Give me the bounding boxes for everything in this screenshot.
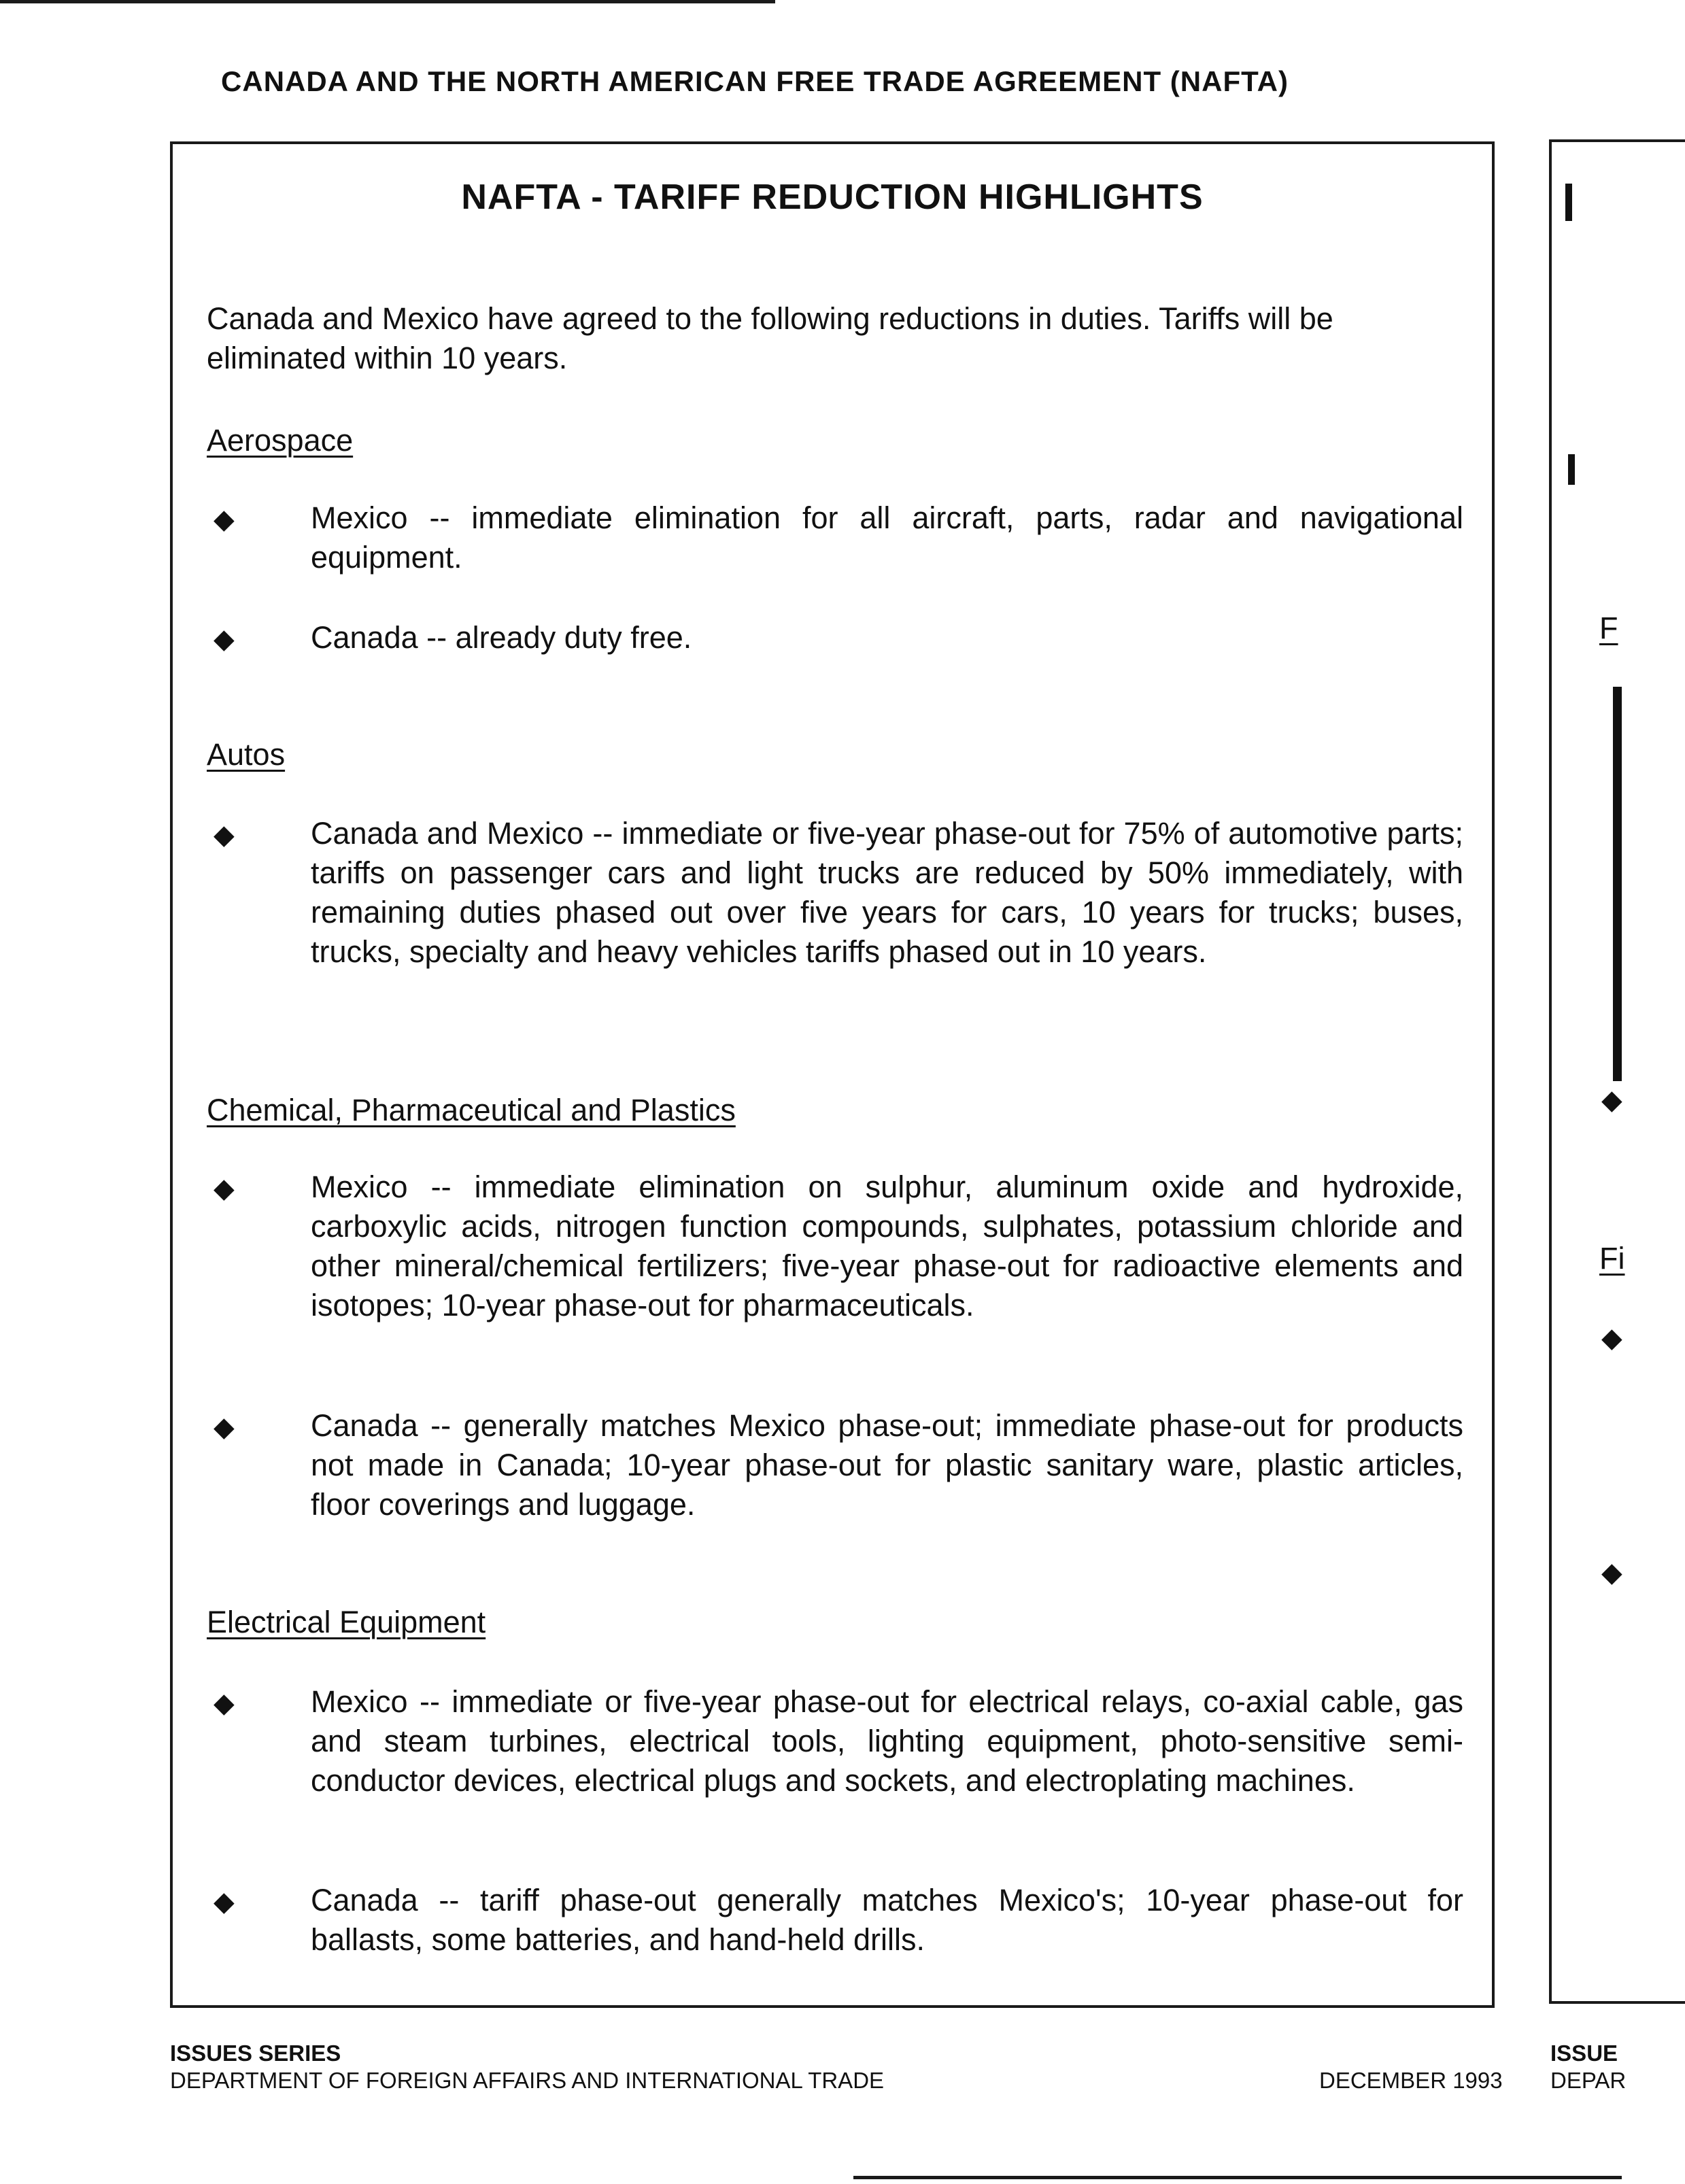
diamond-bullet-icon: ◆ — [214, 820, 235, 850]
adjacent-page-heading-fragment: Fi — [1599, 1241, 1625, 1276]
bullet-text: Canada -- generally matches Mexico phase-out; immediate phase-out for products not made in Canada; 10-year phase-out for plastic sanitary ware, plastic articles, floor coverings and luggage. — [311, 1408, 1463, 1522]
scan-edge-bottom — [853, 2176, 1622, 2179]
diamond-bullet-icon: ◆ — [214, 1688, 235, 1718]
box-title: NAFTA - TARIFF REDUCTION HIGHLIGHTS — [461, 177, 1204, 217]
diamond-bullet-icon: ◆ — [214, 1174, 235, 1204]
adjacent-footer-series: ISSUE — [1550, 2041, 1618, 2066]
footer-department: DEPARTMENT OF FOREIGN AFFAIRS AND INTERNATIONAL TRADE — [170, 2068, 885, 2093]
footer-date: DECEMBER 1993 — [1319, 2068, 1503, 2093]
intro-paragraph: Canada and Mexico have agreed to the following reductions in duties. Tariffs will be eliminated within 10 years. — [207, 301, 1333, 375]
document-header: CANADA AND THE NORTH AMERICAN FREE TRADE AGREEMENT (NAFTA) — [221, 65, 1289, 97]
highlights-box — [170, 141, 1495, 2008]
adjacent-page-text-fragment — [1565, 184, 1572, 221]
section-heading-electrical: Electrical Equipment — [207, 1605, 486, 1639]
diamond-bullet-icon: ◆ — [214, 505, 235, 534]
diamond-bullet-icon: ◆ — [1601, 1558, 1622, 1588]
adjacent-page-heading-fragment: F — [1599, 611, 1618, 645]
bullet-text: Mexico -- immediate or five-year phase-out for electrical relays, co-axial cable, gas and steam turbines, electrical tools, lighting equipment, photo-sensitive semi-conductor devices, electrical plugs and sockets, and electroplating machines. — [311, 1684, 1463, 1798]
adjacent-page-text-fragment — [1568, 454, 1575, 485]
bullet-text: Mexico -- immediate elimination on sulphur, aluminum oxide and hydroxide, carboxylic acids, nitrogen function compounds, sulphates, potassium chloride and other mineral/chemical fertilizers; five-year phase-out for radioactive elements and isotopes; 10-year phase-out for pharmaceuticals. — [311, 1170, 1463, 1323]
bullet-text: Canada -- already duty free. — [311, 620, 692, 655]
bullet-text: Mexico -- immediate elimination for all aircraft, parts, radar and navigational equipment. — [311, 500, 1463, 575]
scan-edge-top — [0, 0, 775, 3]
adjacent-page-footer — [1550, 2040, 1626, 2094]
bullet-text: Canada -- tariff phase-out generally matches Mexico's; 10-year phase-out for ballasts, some batteries, and hand-held drills. — [311, 1883, 1463, 1957]
diamond-bullet-icon: ◆ — [214, 624, 235, 654]
diamond-bullet-icon: ◆ — [214, 1887, 235, 1917]
diamond-bullet-icon: ◆ — [214, 1412, 235, 1442]
bullet-text: Canada and Mexico -- immediate or five-year phase-out for 75% of automotive parts; tariffs on passenger cars and light trucks are reduced by 50% immediately, with remaining duties phased out over five years for cars, 10 years for trucks; buses, trucks, specialty and heavy vehicles tariffs phased out in 10 years. — [311, 816, 1463, 969]
section-heading-chemical: Chemical, Pharmaceutical and Plastics — [207, 1093, 736, 1127]
footer-issuer — [170, 2040, 884, 2094]
diamond-bullet-icon: ◆ — [1601, 1085, 1622, 1115]
adjacent-footer-department: DEPAR — [1550, 2068, 1627, 2093]
section-heading-autos: Autos — [207, 737, 286, 772]
section-heading-aerospace: Aerospace — [207, 423, 354, 458]
adjacent-page-text-fragment — [1613, 687, 1622, 1081]
footer-series: ISSUES SERIES — [170, 2041, 341, 2066]
diamond-bullet-icon: ◆ — [1601, 1323, 1622, 1353]
